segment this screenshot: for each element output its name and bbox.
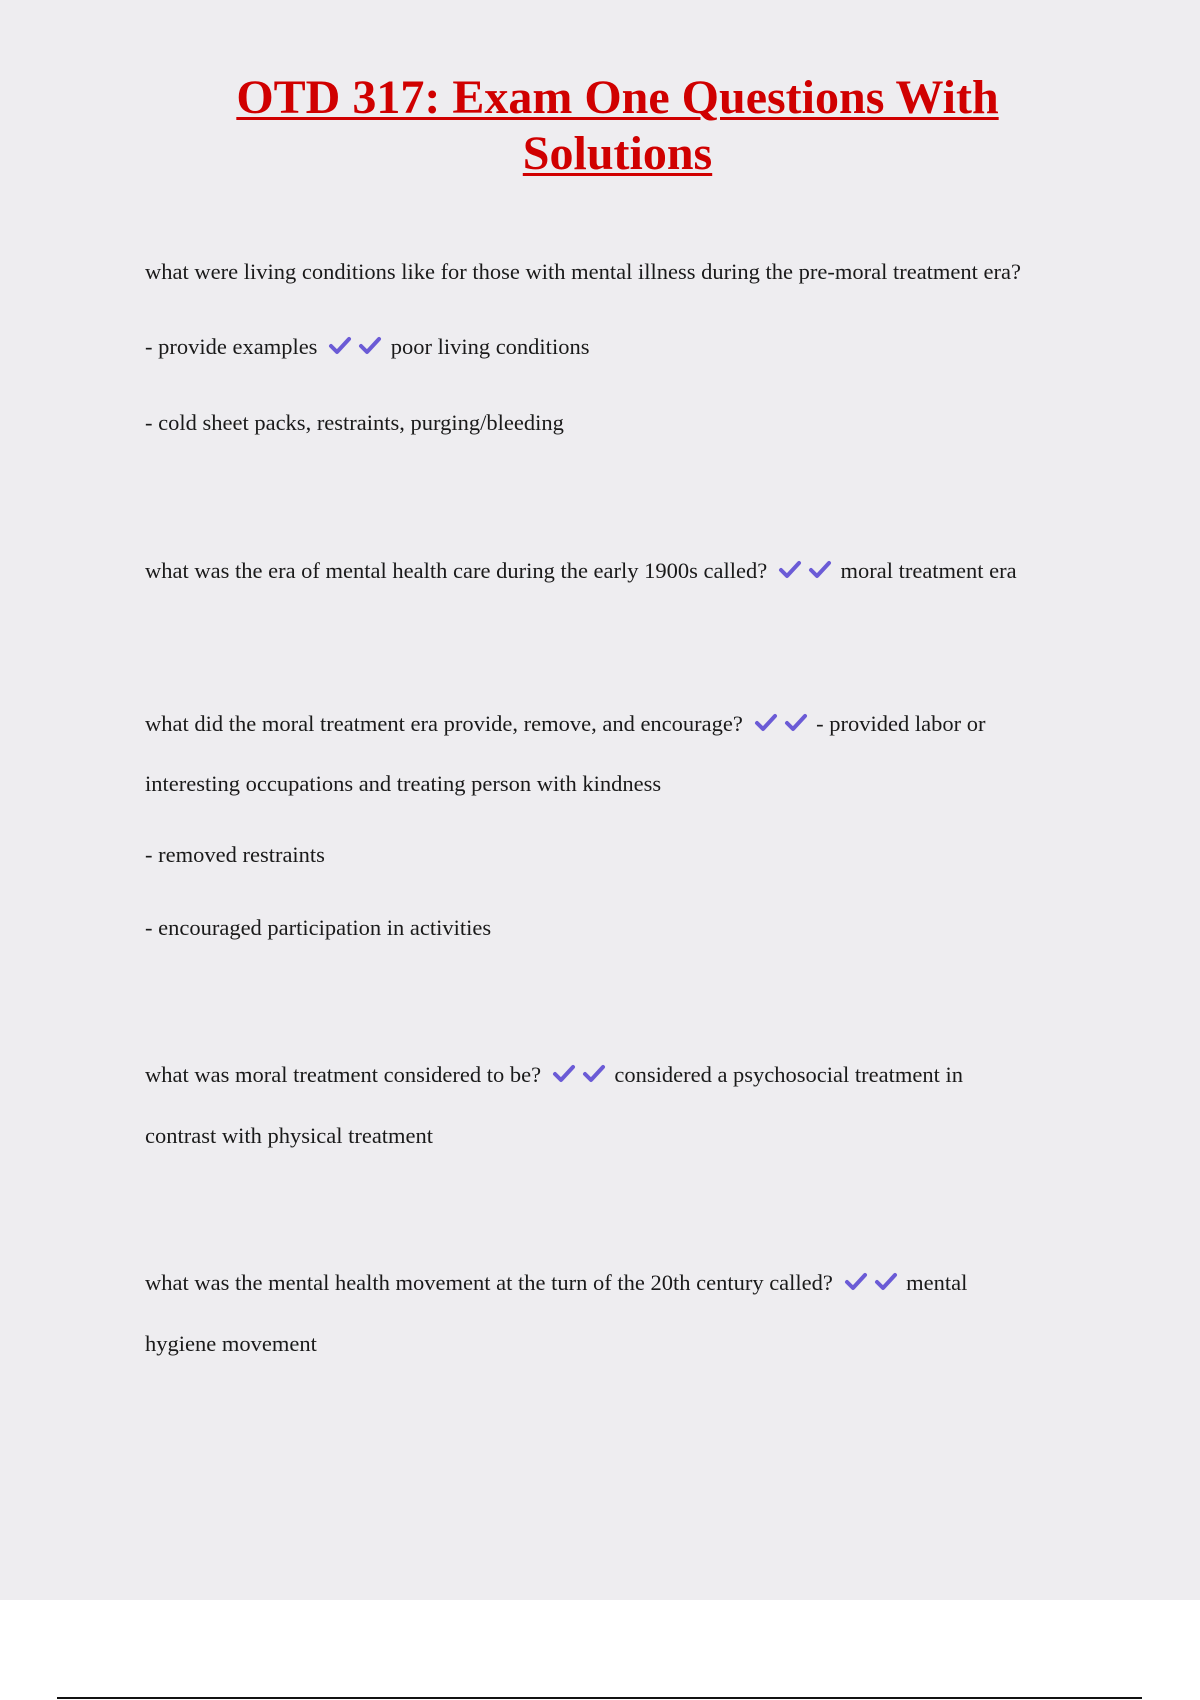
question-1-line-2: - provide examples	[145, 334, 318, 359]
double-checkmark-icon	[325, 335, 383, 357]
answer-3-line-2: interesting occupations and treating person with kindness	[145, 771, 662, 796]
answer-3-line-4: - encouraged participation in activities	[145, 915, 492, 940]
question-3: what did the moral treatment era provide, remove, and encourage?	[145, 711, 743, 736]
title-line-2: Solutions	[522, 127, 713, 180]
answer-5-line-2: hygiene movement	[145, 1331, 317, 1356]
answer-3-line-3: - removed restraints	[145, 842, 325, 867]
page-footer-rule	[57, 1697, 1142, 1699]
answer-1: poor living conditions	[390, 334, 590, 359]
answer-4-line-2: contrast with physical treatment	[145, 1123, 434, 1148]
question-4-with-answer	[145, 1060, 963, 1090]
question-1-continued-with-answer	[145, 332, 589, 362]
question-3-with-answer	[145, 709, 985, 739]
answer-1-detail: - cold sheet packs, restraints, purging/bleeding	[145, 410, 564, 435]
question-5: what was the mental health movement at the turn of the 20th century called?	[145, 1270, 833, 1295]
question-1: what were living conditions like for those with mental illness during the pre-moral treatment era?	[145, 259, 1021, 284]
double-checkmark-icon	[841, 1271, 899, 1293]
question-2: what was the era of mental health care during the early 1900s called?	[145, 558, 768, 583]
double-checkmark-icon	[775, 559, 833, 581]
answer-4: considered a psychosocial treatment in	[614, 1062, 963, 1087]
answer-5: mental	[906, 1270, 968, 1295]
answer-2: moral treatment era	[840, 558, 1017, 583]
page-title	[0, 70, 1200, 182]
question-2-with-answer	[145, 556, 1017, 586]
answer-3: - provided labor or	[816, 711, 986, 736]
title-line-1: OTD 317: Exam One Questions With	[236, 71, 999, 124]
question-5-with-answer	[145, 1268, 967, 1298]
double-checkmark-icon	[751, 712, 809, 734]
double-checkmark-icon	[549, 1063, 607, 1085]
question-4: what was moral treatment considered to be?	[145, 1062, 542, 1087]
